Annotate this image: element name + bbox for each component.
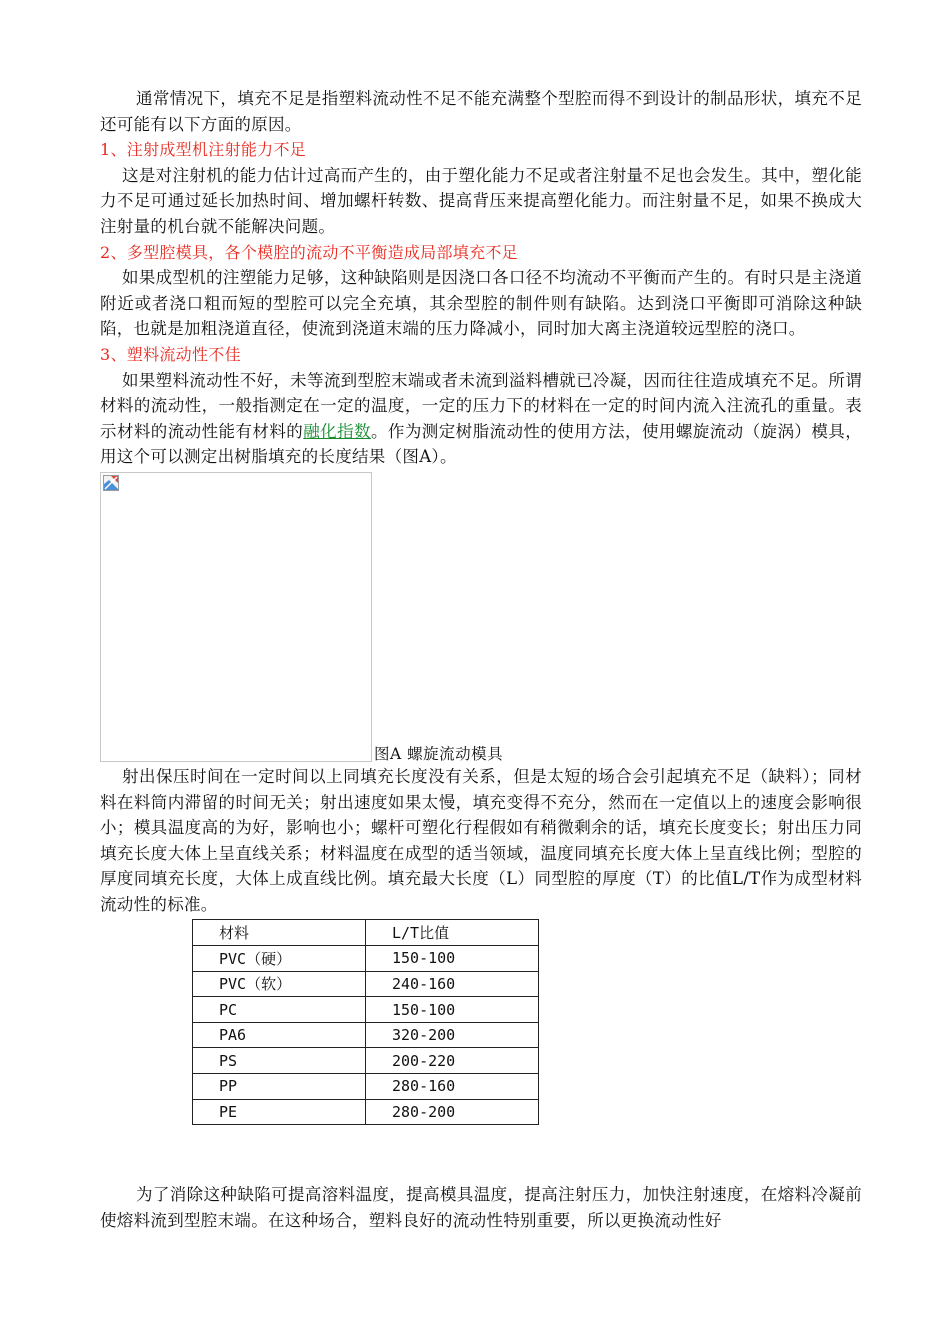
intro-paragraph: 通常情况下，填充不足是指塑料流动性不足不能充满整个型腔而得不到设计的制品形状，填充不足还可能有以下方面的原因。: [100, 89, 862, 134]
melt-index-link[interactable]: 融化指数: [303, 421, 371, 441]
document-page: [100, 86, 862, 1233]
table-cell-material: PE: [193, 1099, 366, 1125]
table-cell-ratio: 280-160: [366, 1074, 539, 1100]
table-header-material: 材料: [193, 920, 366, 946]
table-cell-material: PC: [193, 997, 366, 1023]
section-2-body: 如果成型机的注塑能力足够，这种缺陷则是因浇口各口径不均流动不平衡而产生的。有时只是主浇道附近或者浇口粗而短的型腔可以完全充填，其余型腔的制件则有缺陷。达到浇口平衡即可消除这种缺陷，也就是加粗浇道直径，使流到浇道末端的压力降减小，同时加大离主浇道较远型腔的浇口。: [100, 268, 862, 339]
table-header-ratio: L/T比值: [366, 920, 539, 946]
closing-paragraph: 为了消除这种缺陷可提高溶料温度，提高模具温度，提高注射压力，加快注射速度，在熔料冷凝前使熔料流到型腔末端。在这种场合，塑料良好的流动性特别重要，所以更换流动性好: [100, 1185, 862, 1230]
section-2-heading: 2、多型腔模具，各个模腔的流动不平衡造成局部填充不足: [100, 242, 518, 262]
table-cell-material: PVC（硬）: [193, 946, 366, 972]
section-3-body: [100, 368, 862, 470]
table-cell-material: PA6: [193, 1022, 366, 1048]
figure-image-placeholder: [100, 472, 372, 762]
section-3-heading: 3、塑料流动性不佳: [100, 344, 241, 364]
spacer: [100, 1125, 862, 1182]
figure-caption: 图A 螺旋流动模具: [374, 744, 504, 763]
table-cell-material: PS: [193, 1048, 366, 1074]
table-header-row: [193, 920, 539, 946]
section-3-text-after-link: 。作为测定树脂流动性的使用方法，使用螺旋流动（旋涡）模具，用这个可以测定出树脂填充的长度结果（图A）。: [100, 421, 862, 467]
table-cell-ratio: 320-200: [366, 1022, 539, 1048]
paragraph-after-figure: 射出保压时间在一定时间以上同填充长度没有关系，但是太短的场合会引起填充不足（缺料）；同材料在料筒内滞留的时间无关；射出速度如果太慢，填充变得不充分，然而在一定值以上的速度会影响很小；模具温度高的为好，影响也小；螺杆可塑化行程假如有稍微剩余的话，填充长度变长；射出压力同填充长度大体上呈直线关系；材料温度在成型的适当领域，温度同填充长度大体上呈直线比例；型腔的厚度同填充长度，大体上成直线比例。填充最大长度（L）同型腔的厚度（T）的比值L/T作为成型材料流动性的标准。: [100, 766, 862, 914]
table-row: [193, 1022, 539, 1048]
table-cell-material: PP: [193, 1074, 366, 1100]
table-row: [193, 997, 539, 1023]
table-row: [193, 1048, 539, 1074]
table-cell-ratio: 150-100: [366, 946, 539, 972]
section-1-body: 这是对注射机的能力估计过高而产生的，由于塑化能力不足或者注射量不足也会发生。其中，塑化能力不足可通过延长加热时间、增加螺杆转数、提高背压来提高塑化能力。而注射量不足，如果不换成大注射量的机台就不能解决问题。: [100, 165, 862, 236]
table-cell-material: PVC（软）: [193, 971, 366, 997]
table-row: [193, 971, 539, 997]
section-3-text-before-link: 如果塑料流动性不好，未等流到型腔末端或者未流到溢料槽就已冷凝，因而往往造成填充不足。所谓材料的流动性，一般指测定在一定的温度，一定的压力下的材料在一定的时间内流入注流孔的重量。表示材料的流动性能有材料的: [100, 370, 862, 441]
section-1-heading: 1、注射成型机注射能力不足: [100, 140, 307, 160]
table-cell-ratio: 240-160: [366, 971, 539, 997]
table-row: [193, 946, 539, 972]
table-cell-ratio: 200-220: [366, 1048, 539, 1074]
figure-a: [100, 472, 862, 764]
broken-image-icon: [103, 475, 119, 491]
table-row: [193, 1099, 539, 1125]
flow-ratio-table: [192, 919, 539, 1125]
table-cell-ratio: 150-100: [366, 997, 539, 1023]
table-row: [193, 1074, 539, 1100]
table-cell-ratio: 280-200: [366, 1099, 539, 1125]
